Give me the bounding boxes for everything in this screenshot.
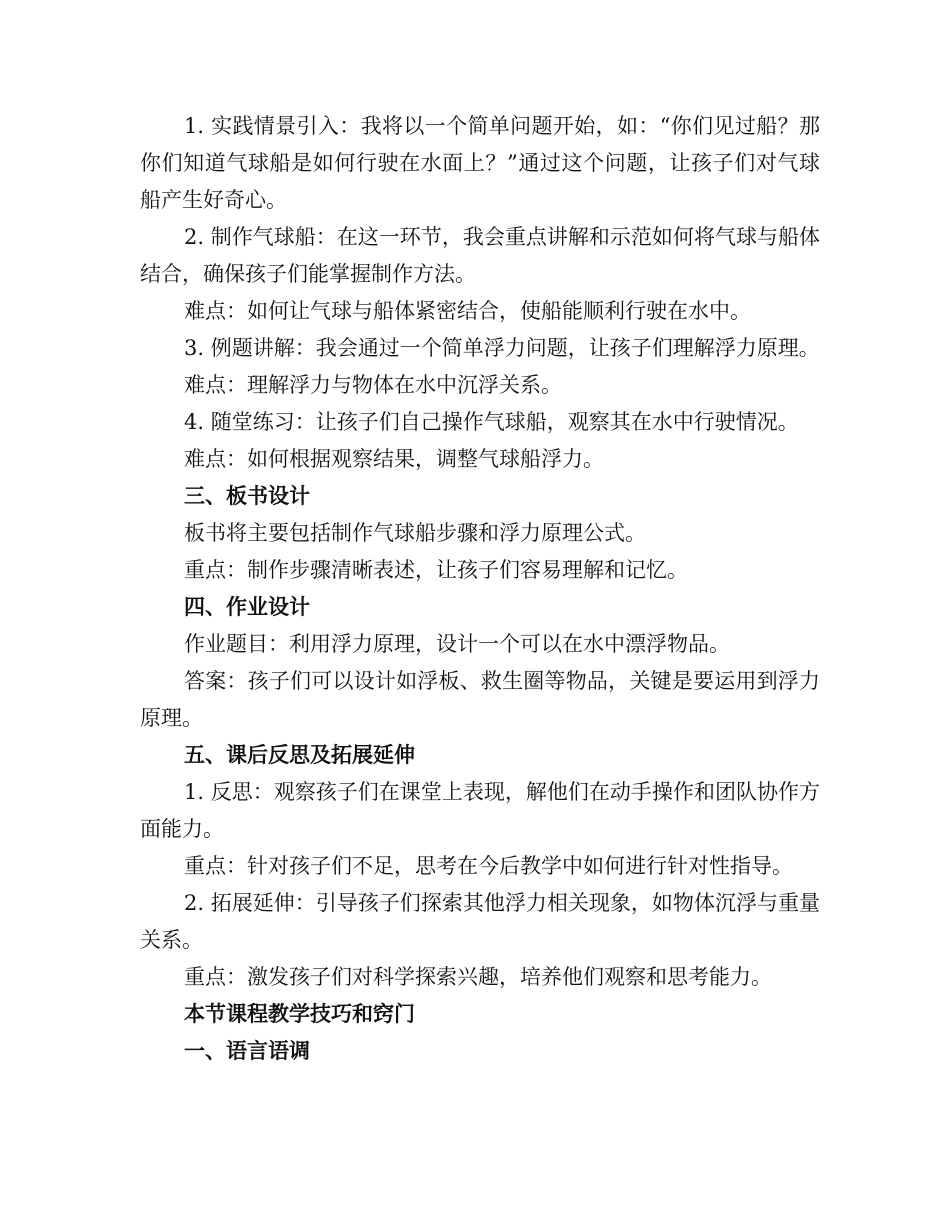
paragraph-difficulty-3: 难点：如何根据观察结果，调整气球船浮力。 <box>184 447 604 471</box>
paragraph-difficulty-2: 难点：理解浮力与物体在水中沉浮关系。 <box>184 373 562 397</box>
paragraph-homework-task: 作业题目：利用浮力原理，设计一个可以在水中漂浮物品。 <box>184 632 730 656</box>
paragraph-extension: 2. 拓展延伸：引导孩子们探索其他浮力相关现象，如物体沉浮与重量关系。 <box>140 891 820 952</box>
paragraph-blackboard-content: 板书将主要包括制作气球船步骤和浮力原理公式。 <box>184 521 646 545</box>
paragraph-key-point-3: 重点：激发孩子们对科学探索兴趣，培养他们观察和思考能力。 <box>184 965 772 989</box>
heading-blackboard-design: 三、板书设计 <box>184 484 310 508</box>
paragraph-reflection: 1. 反思：观察孩子们在课堂上表现，解他们在动手操作和团队协作方面能力。 <box>140 780 820 841</box>
document-body <box>140 108 820 1070</box>
heading-homework-design: 四、作业设计 <box>184 595 310 619</box>
heading-reflection-extension: 五、课后反思及拓展延伸 <box>184 743 415 767</box>
paragraph-key-point-2: 重点：针对孩子们不足，思考在今后教学中如何进行针对性指导。 <box>184 854 793 878</box>
heading-teaching-tips: 本节课程教学技巧和窍门 <box>184 1002 415 1026</box>
paragraph-make-balloon-boat: 2. 制作气球船：在这一环节，我会重点讲解和示范如何将气球与船体结合，确保孩子们能掌握制作方法。 <box>140 225 820 286</box>
paragraph-example-explanation: 3. 例题讲解：我会通过一个简单浮力问题，让孩子们理解浮力原理。 <box>184 336 820 360</box>
paragraph-key-point-1: 重点：制作步骤清晰表述，让孩子们容易理解和记忆。 <box>184 558 688 582</box>
heading-language-tone: 一、语言语调 <box>184 1039 310 1063</box>
paragraph-class-practice: 4. 随堂练习：让孩子们自己操作气球船，观察其在水中行驶情况。 <box>184 410 799 434</box>
paragraph-difficulty-1: 难点：如何让气球与船体紧密结合，使船能顺利行驶在水中。 <box>184 299 751 323</box>
paragraph-intro-scenario: 1. 实践情景引入：我将以一个简单问题开始，如：“你们见过船？那你们知道气球船是如何行驶在水面上？”通过这个问题，让孩子们对气球船产生好奇心。 <box>140 114 820 212</box>
paragraph-homework-answer: 答案：孩子们可以设计如浮板、救生圈等物品，关键是要运用到浮力原理。 <box>140 669 820 730</box>
